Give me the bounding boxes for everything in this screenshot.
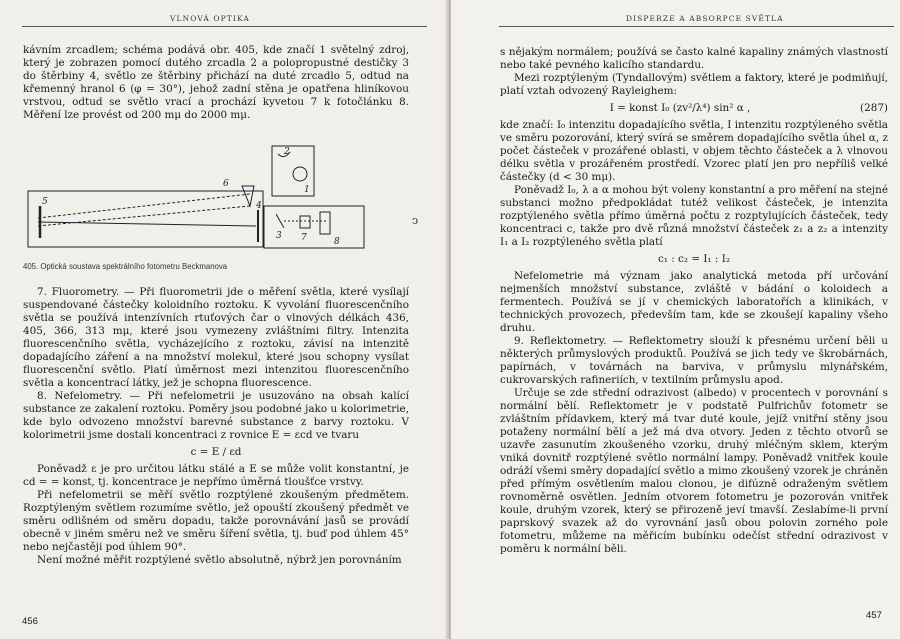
plate-3 xyxy=(276,214,284,228)
detector-housing xyxy=(264,206,364,248)
equation-ratio: c₁ : c₂ = I₁ : I₂ xyxy=(657,253,731,265)
paragraph: kde značí: I₀ intenzitu dopadajícího světla, I intenzitu rozptýleného světla ve směru pozorování, který svírá se směrem dopadajícího světla úhel α, z počet částeček v prozářené oblasti, v objem těchto částeček a λ vlnovou délku světla v prozářeném prostředí. Vzorec platí jen pro nepříliš velké částečky (d < 30 mμ). xyxy=(500,119,888,183)
label-8: 8 xyxy=(334,237,340,247)
equation-rayleigh xyxy=(500,102,888,115)
prism-6 xyxy=(242,186,254,206)
equation-concentration: c = E / εd xyxy=(190,446,242,458)
label-7: 7 xyxy=(301,233,307,243)
paragraph: Při nefelometrii se měří světlo rozptýlené zkoušeným předmětem. Rozptýleným světlem rozumíme světlo, jež opouští zkoušený předmět ve směru odlišném od směru dopadu, takže porovnávání jasů se provádí obecně v jiném směru než ve směru šíření světla, tj. buď pod úhlem 45° nebo nejčastěji pod úhlem 90°. xyxy=(23,489,409,553)
figure-caption: 405. Optická soustava spektrálního fotometru Beckmanova xyxy=(23,262,228,271)
paragraph: Není možné měřit rozptýlené světlo absolutně, nýbrž jen porovnáním xyxy=(37,554,402,566)
label-5: 5 xyxy=(42,197,48,207)
running-head-left: VLNOVÁ OPTIKA xyxy=(170,14,250,23)
beam-return xyxy=(38,222,256,226)
label-2: 2 xyxy=(284,147,290,157)
figure-405-optical-diagram xyxy=(28,146,373,258)
label-4: 4 xyxy=(256,201,262,211)
paragraph: Nefelometrie má význam jako analytická metoda pří určování nejmenších množství substance, zvláště v bádání o koloidech a fermentech. Používá se jí v chemických laboratořích a klinikách, v technických provozech, především tam, kde se zkoušejí kapaliny všeho druhu. xyxy=(500,270,888,334)
margin-mark: ↄ xyxy=(412,214,419,227)
paragraph: Mezi rozptýleným (Tyndallovým) světlem a faktory, které je podmiňují, platí vztah odvozený Rayleighem: xyxy=(500,72,888,97)
optical-housing xyxy=(28,191,263,247)
paragraph-reflektometry: 9. Reflektometry. — Reflektometry slouží k přesnému určení běli u některých průmyslových produktů. Používá se jich tedy ve škrobárnách, papírnách, v továrnách na barviva, v průmyslu mlynářském, cukrovarských rafineriích, v textilním průmyslu apod. xyxy=(500,335,888,386)
equation-rayleigh-text: I = konst I₀ (zv²/λ⁴) sin² α , xyxy=(609,102,751,114)
paragraph: Určuje se zde střední odrazivost (albedo) v procentech v porovnání s normální bělí. Reflektometr je v podstatě Pulfrichův fotometr se zvláštním přídavkem, který má tvar duté koule, jejíž vnitřní stěny jsou potaženy normální bělí a jež má dva otvory. Jeden z těchto otvorů se uzavře zasunutím zkoušeného vzorku, druhý mléčným sklem, kterým vniká dovnitř rozptýlené světlo normální lampy. Poněvadž vnitřek koule odráží všemi směry dopadající světlo a mimo zkoušený vzorek je chráněn před přímým osvětlením malou clonou, je difúzně odraženým světlem rovnoměrně osvětlen. Jedním otvorem fotometru je pozorován vnitřek koule, druhým vzorek, který se přirozeně jeví tmavší. Zeslabíme-li první paprskový svazek až do vyrovnání jasů obou polovin zorného pole fotometru, můžeme na měřicím bubínku odečíst střední odrazivost v poměru k normální běli. xyxy=(500,387,888,555)
header-rule-left xyxy=(22,26,427,27)
paragraph: s nějakým normálem; používá se často kalné kapaliny známých vlastností nebo také pevného kalicího standardu. xyxy=(500,46,888,71)
photocell-8 xyxy=(320,212,330,234)
paragraph-fluorometry: 7. Fluorometry. — Při fluorometrii jde o měření světla, které vysílají suspendované částečky koloidního roztoku. K vyvolání fluorescenčního světla se používá intenzívních rtuťových čar o vlnových délkách 436, 405, 366, 313 mμ, které jsou vymezeny zvláštními filtry. Intenzita fluorescenčního světla, vycházejícího z roztoku, závisí na intenzitě dopadajícího záření a na množství molekul, které jsou schopny vysílat fluorescenční světlo. Platí úměrnost mezi intenzitou fluorescenčního světla a koncentrací látky, jež je schopna fluorescence. xyxy=(23,286,409,389)
label-3: 3 xyxy=(276,231,282,241)
paragraph: Poněvadž I₀, λ a α mohou být voleny konstantní a pro měření na stejné substanci možno předpokládat tutéž velikost částeček, je intenzita rozptýleného světla přímo úměrná počtu z rozptylujících částeček, tedy koncentraci c, takže pro dvě různá množství částeček z₁ a z₂ a intenzity I₁ a I₂ rozptýleného světla platí xyxy=(500,184,888,248)
beam-upper xyxy=(38,194,250,218)
page-number-left: 456 xyxy=(22,616,38,627)
label-1: 1 xyxy=(304,185,310,195)
header-rule-right xyxy=(499,26,894,27)
left-intro xyxy=(23,44,409,122)
right-body xyxy=(500,46,888,556)
label-6: 6 xyxy=(223,179,229,189)
cuvette-7 xyxy=(300,216,310,228)
equation-number: (287) xyxy=(860,102,888,114)
left-body xyxy=(23,286,409,567)
running-head-right: DISPERZE A ABSORPCE SVĚTLA xyxy=(626,14,784,23)
paragraph-nefelometry: 8. Nefelometry. — Při nefelometrii je usuzováno na obsah kalící substance ze zakalení roztoku. Poměry jsou podobné jako u kolorimetrie, kde bylo odvozeno množství barevné substance z barvy roztoku. V kolorimetrii jsme dostali koncentraci z rovnice E = εcd ve tvaru xyxy=(23,390,409,441)
paragraph: kávním zrcadlem; schéma podává obr. 405, kde značí 1 světelný zdroj, který je zobrazen pomocí dutého zrcadla 2 a polopropustné destičky 3 do štěrbiny 4, světlo ze štěrbiny přichází na duté zrcadlo 5, odtud na křemenný hranol 6 (φ = 30°), jehož zadní stěna je opatřena hliníkovou vrstvou, odtud se světlo vrací a prochází kyvetou 7 k fotočlánku 8. Měření lze provést od 200 mμ do 2000 mμ. xyxy=(23,44,409,121)
left-page xyxy=(0,0,449,639)
paragraph: Poněvadž ε je pro určitou látku stálé a E se může volit konstantní, je cd = = konst, tj. koncentrace je nepřímo úměrná tloušťce vrstvy. xyxy=(23,463,409,488)
light-source-1 xyxy=(293,167,307,181)
page-number-right: 457 xyxy=(866,610,882,621)
